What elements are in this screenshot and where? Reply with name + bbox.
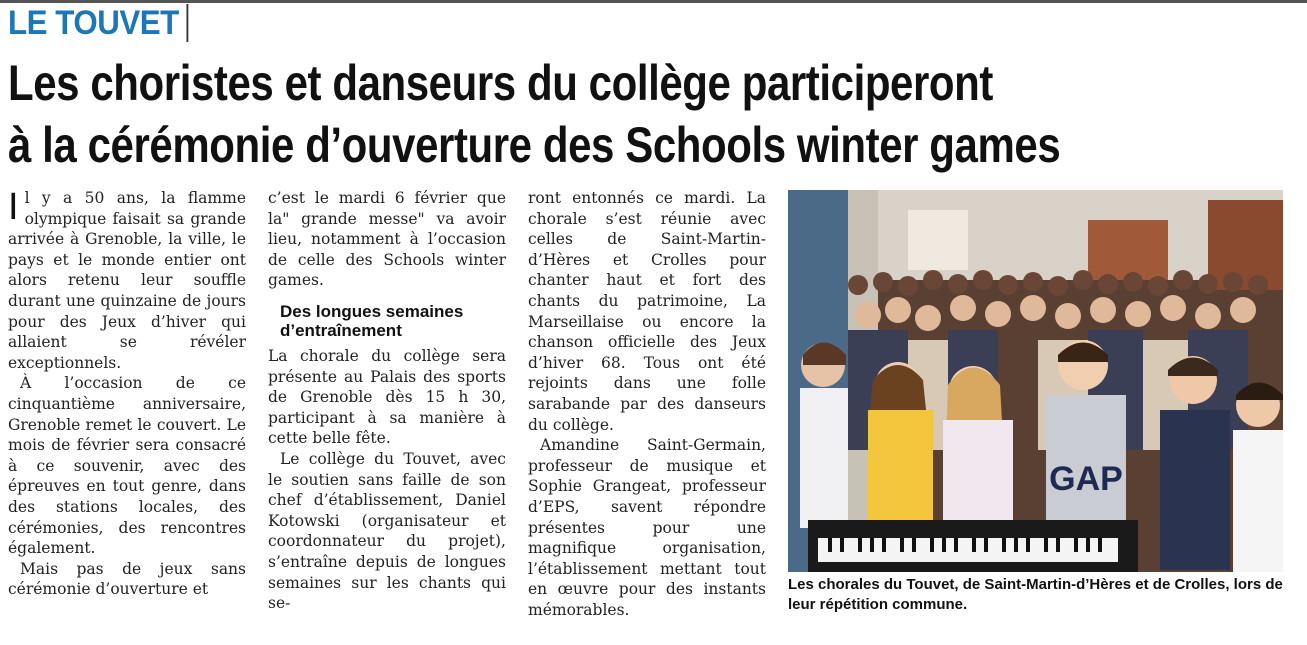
section-kicker: LE TOUVET — [8, 4, 188, 42]
article-column-3 — [528, 188, 766, 620]
article-column-2 — [268, 188, 506, 614]
top-rule — [0, 0, 1307, 3]
paragraph — [8, 188, 246, 373]
paragraph-text: l y a 50 ans, la flamme olympique faisait sa grande arrivée à Grenoble, la ville, le pays et le monde entier ont alors retenu leur souffle durant une quinzaine de jours pour des Jeux d’hiver qui allaient se révéler exceptionnels. — [8, 189, 246, 372]
sweatshirt-text: GAP — [1049, 460, 1123, 498]
paragraph: La chorale du collège sera présente au Palais des sports de Grenoble dès 15 h 30, participant à sa manière à cette belle fête. — [268, 346, 506, 448]
paragraph: Amandine Saint-Germain, professeur de musique et Sophie Grangeat, professeur d’EPS, savent répondre présentes pour une magnifique organisation, l’établissement mettant tout en œuvre pour des instants mémorables. — [528, 436, 766, 619]
paragraph: Le collège du Touvet, avec le soutien sans faille de son chef d’établissement, Daniel Kotowski (organisateur et coordonnateur du projet), s’entraîne depuis de longues semaines sur les chants qui se- — [268, 449, 506, 613]
paragraph: À l’occasion de ce cinquantième anniversaire, Grenoble remet le couvert. Le mois de février sera consacré à ce souvenir, avec des épreuves en tout genre, dans des stations locales, des cérémonies, des rencontres également. — [8, 374, 246, 558]
paragraph: c’est le mardi 6 février que la" grande messe" va avoir lieu, notamment à l’occasion de celle des Schools winter games. — [268, 189, 506, 290]
article-column-1 — [8, 188, 246, 600]
paragraph: ront entonnés ce mardi. La chorale s’est réunie avec celles de Saint-Martin-d’Hères et Crolles pour chanter haut et fort des chants du patrimoine, La Marseillaise ou encore la chanson officielle des Jeux d’hiver 68. Tous ont été rejoints dans une folle sarabande par des danseurs du collège. — [528, 189, 766, 434]
headline-line-2: à la cérémonie d’ouverture des Schools winter games — [8, 117, 1061, 173]
headline — [8, 52, 1298, 176]
drop-cap: I — [8, 186, 19, 228]
photo-caption: Les chorales du Touvet, de Saint-Martin-d’Hères et de Crolles, lors de leur répétition commune. — [788, 576, 1283, 613]
paragraph: Mais pas de jeux sans cérémonie d’ouverture et — [8, 559, 246, 599]
headline-line-1: Les choristes et danseurs du collège participeront — [8, 55, 993, 111]
subheading: Des longues semaines d’entraînement — [280, 301, 464, 340]
choir-photo — [788, 190, 1283, 572]
